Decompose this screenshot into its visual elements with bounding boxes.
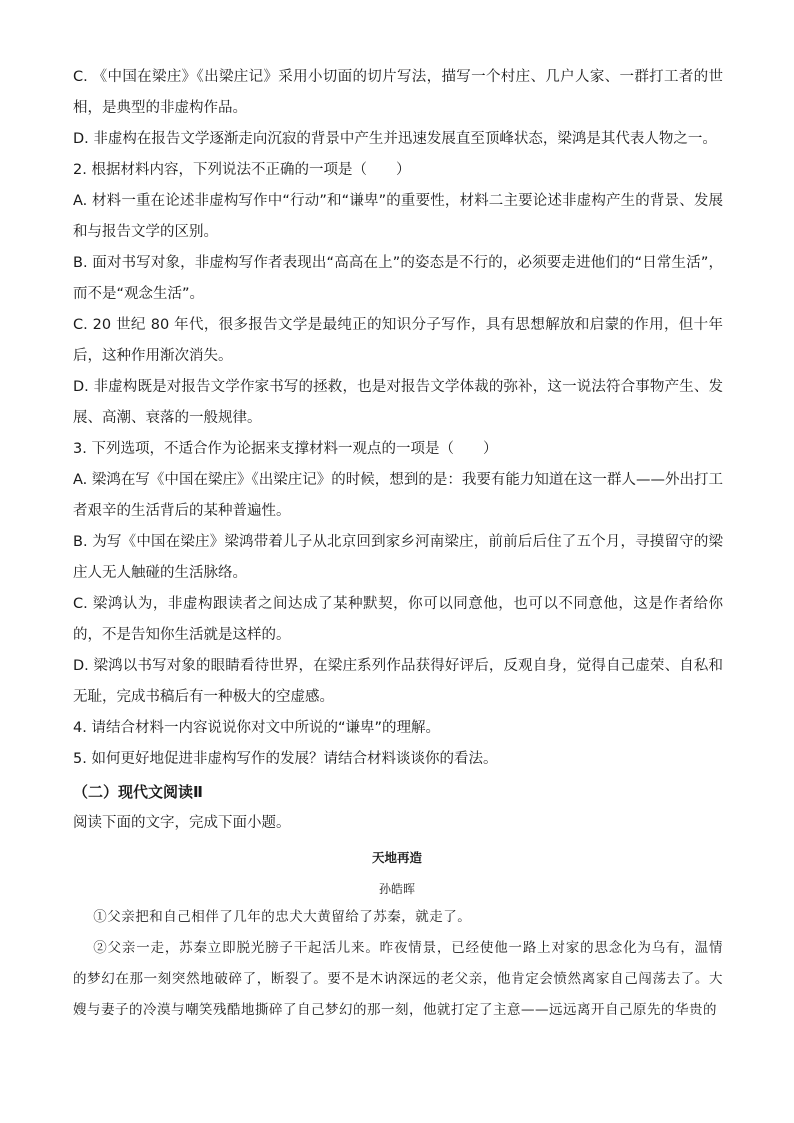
q3-stem: 3. 下列选项，不适合作为论据来支撑材料一观点的一项是（ ） [73, 441, 498, 457]
q2-option-d: D. 非虚构既是对报告文学作家书写的拯救，也是对报告文学体裁的弥补，这一说法符合事物产生、发展、高潮、衰落的一般规律。 [73, 379, 723, 426]
q2-option-a: A. 材料一重在论述非虚构写作中“行动”和“谦卑”的重要性，材料二主要论述非虚构产生的背景、发展和与报告文学的区别。 [73, 193, 723, 240]
q1-option-d: D. 非虚构在报告文学逐渐走向沉寂的背景中产生并迅速发展直至顶峰状态，梁鸿是其代表人物之一。 [73, 131, 717, 147]
story-title: 天地再造 [371, 850, 422, 865]
q2-stem: 2. 根据材料内容，下列说法不正确的一项是（ ） [73, 162, 411, 178]
section-instruction: 阅读下面的文字，完成下面小题。 [73, 815, 291, 831]
q1-option-c: C. 《中国在梁庄》《出梁庄记》采用小切面的切片写法，描写一个村庄、几户人家、一群打工者的世相，是典型的非虚构作品。 [73, 69, 723, 116]
q3-option-b: B. 为写《中国在梁庄》梁鸿带着儿子从北京回到家乡河南梁庄，前前后后住了五个月，寻摸留守的梁庄人无人触碰的生活脉络。 [73, 534, 723, 581]
q5-stem: 5. 如何更好地促进非虚构写作的发展？请结合材料谈谈你的看法。 [73, 751, 498, 767]
story-author: 孙皓晖 [378, 882, 415, 896]
story-paragraph-2: ②父亲一走，苏秦立即脱光膀子干起活儿来。昨夜情景，已经使他一路上对家的思念化为乌有，温情的梦幻在那一刻突然地破碎了，断裂了。要不是木讷深远的老父亲，他肯定会愤然离家自己闯荡去了。大嫂与妻子的冷漠与嘲笑残酷地撕碎了自己梦幻的那一刻，他就打定了主意——远远离开自己原先的华贵的 [73, 940, 723, 1018]
q4-stem: 4. 请结合材料一内容说说你对文中所说的“谦卑”的理解。 [73, 720, 440, 736]
q3-option-a: A. 梁鸿在写《中国在梁庄》《出梁庄记》的时候，想到的是：我要有能力知道在这一群人——外出打工者艰辛的生活背后的某种普遍性。 [73, 472, 723, 519]
q3-option-c: C. 梁鸿认为，非虚构跟读者之间达成了某种默契，你可以同意他，也可以不同意他，这是作者给你的，不是告知你生活就是这样的。 [73, 596, 723, 643]
q2-option-c: C. 20 世纪 80 年代，很多报告文学是最纯正的知识分子写作，具有思想解放和启蒙的作用，但十年后，这种作用渐次消失。 [73, 317, 723, 364]
q2-option-b: B. 面对书写对象，非虚构写作者表现出“高高在上”的姿态是不行的，必须要走进他们的“日常生活”，而不是“观念生活”。 [73, 255, 723, 302]
q3-option-d: D. 梁鸿以书写对象的眼睛看待世界，在梁庄系列作品获得好评后，反观自身，觉得自己虚荣、自私和无耻，完成书稿后有一种极大的空虚感。 [73, 658, 723, 705]
story-paragraph-1: ①父亲把和自己相伴了几年的忠犬大黄留给了苏秦，就走了。 [93, 909, 472, 925]
section-heading: （二）现代文阅读Ⅱ [73, 783, 203, 801]
